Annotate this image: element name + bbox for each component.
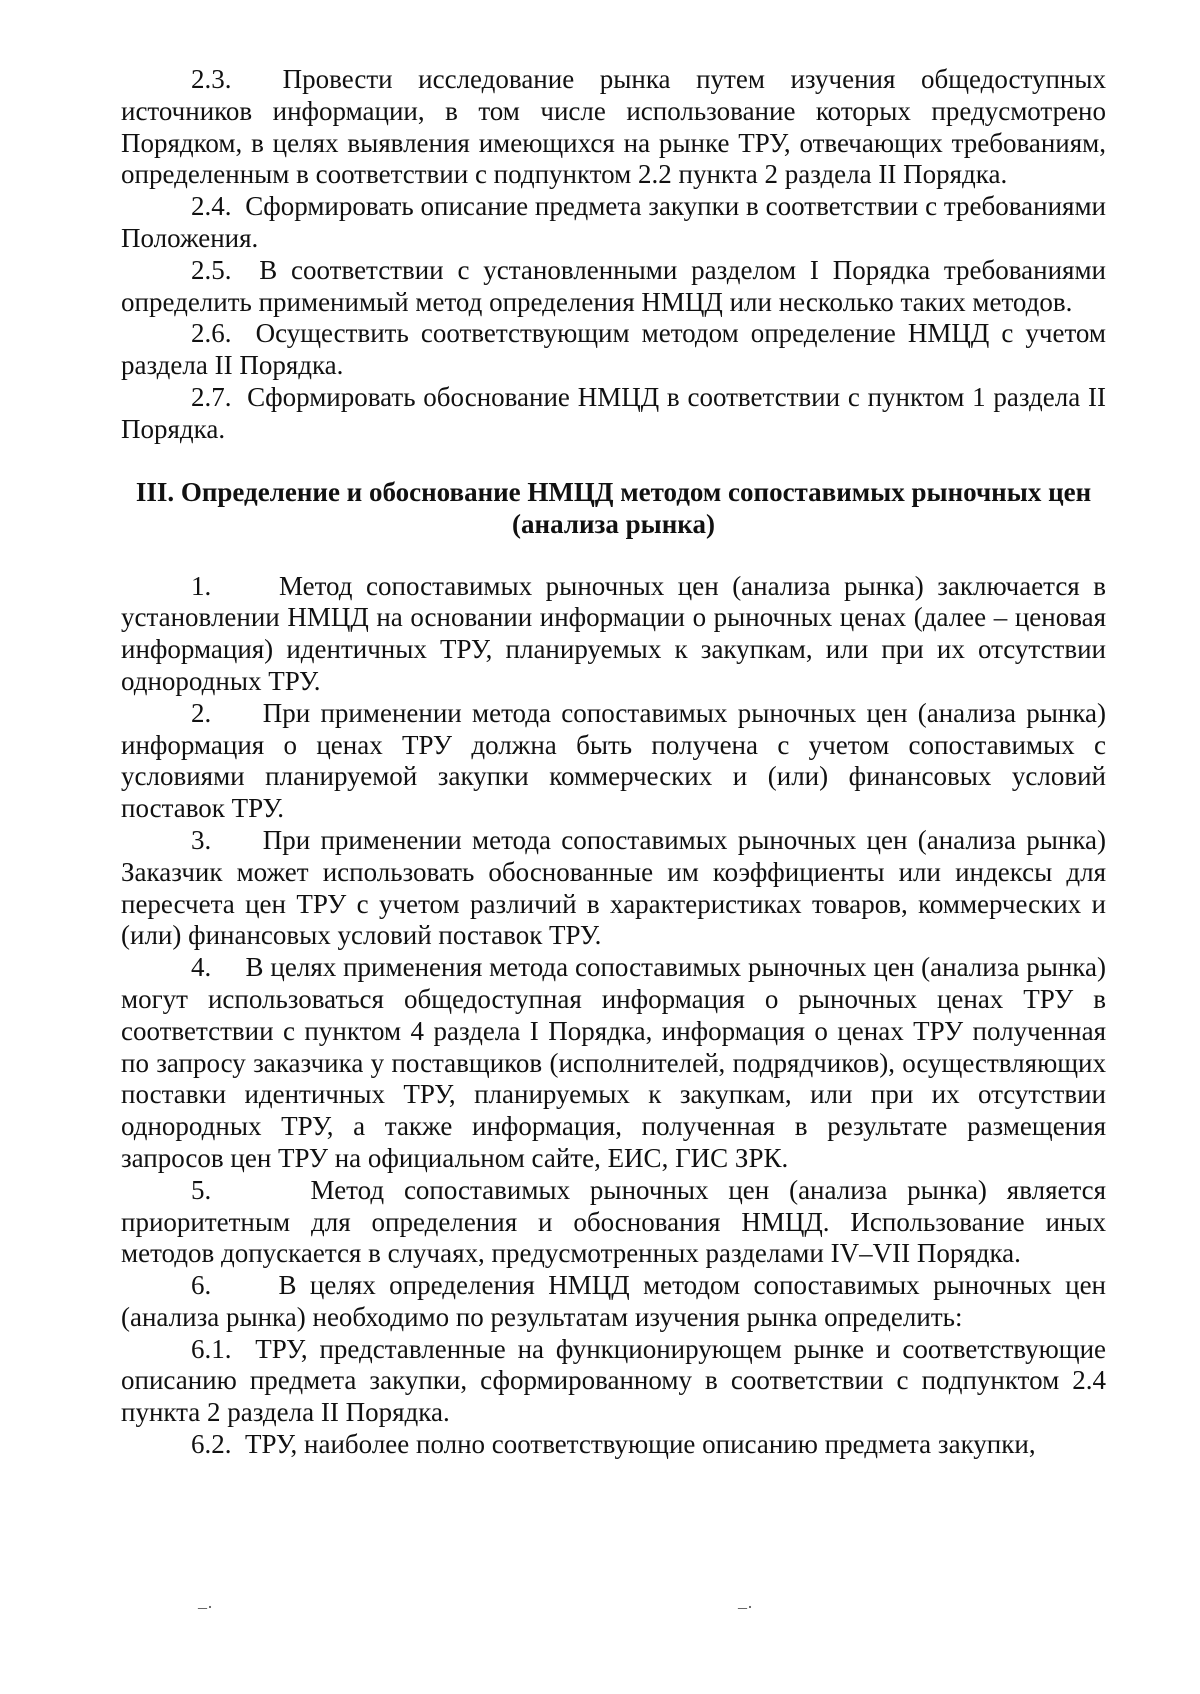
section-heading: III. Определение и обоснование НМЦД методом сопоставимых рыночных цен (анализа рынка): [135, 476, 1092, 539]
paragraph-number: 6.1.: [191, 1333, 232, 1364]
paragraph-number: 1.: [191, 570, 212, 601]
paragraph-6: [121, 1270, 1106, 1334]
paragraph-text: Осуществить соответствующим методом определение НМЦД с учетом раздела II Порядка.: [121, 318, 1106, 381]
paragraph-1: [121, 571, 1106, 698]
paragraph-number: 2.6.: [191, 318, 232, 349]
paragraph-number: 5.: [191, 1174, 212, 1205]
paragraph-text: Сформировать обоснование НМЦД в соответствии с пунктом 1 раздела II Порядка.: [121, 381, 1106, 444]
paragraph-text: Провести исследование рынка путем изучения общедоступных источников информации, в том числе использование которых предусмотрено Порядком, в целях выявления имеющихся на рынке ТРУ, отвечающих требованиям, определенным в соответствии с подпунктом 2.2 пункта 2 раздела II Порядка.: [121, 64, 1106, 190]
paragraph-2: [121, 698, 1106, 825]
paragraph-6-1: [121, 1334, 1106, 1429]
paragraph-2-4: [121, 191, 1106, 255]
paragraph-number: 6.: [191, 1270, 212, 1301]
paragraph-2-3: [121, 64, 1106, 191]
paragraph-text: ТРУ, наиболее полно соответствующие описанию предмета закупки,: [245, 1429, 1036, 1460]
paragraph-number: 4.: [191, 952, 212, 983]
paragraph-text: При применении метода сопоставимых рыночных цен (анализа рынка) информация о ценах ТРУ должна быть получена с учетом сопоставимых с условиями планируемой закупки коммерческих и (или) финансовых условий поставок ТРУ.: [121, 697, 1107, 824]
paragraph-number: 2.3.: [191, 64, 232, 94]
paragraph-text: При применении метода сопоставимых рыночных цен (анализа рынка) Заказчик может использовать обоснованные им коэффициенты или индексы для пересчета цен ТРУ с учетом различий в характеристиках товаров, коммерческих и (или) финансовых условий поставок ТРУ.: [121, 824, 1107, 951]
paragraph-3: [121, 825, 1106, 952]
paragraph-2-5: [121, 255, 1106, 319]
paragraph-number: 3.: [191, 824, 212, 855]
paragraph-text: Сформировать описание предмета закупки в соответствии с требованиями Положения.: [121, 191, 1106, 253]
paragraph-2-6: [121, 318, 1106, 382]
paragraph-6-2: [121, 1429, 1106, 1461]
paragraph-text: В целях применения метода сопоставимых рыночных цен (анализа рынка) могут использоваться общедоступная информация о рыночных ценах ТРУ в соответствии с пунктом 4 раздела I Порядка, информация о ценах ТРУ полученная по запросу заказчика у поставщиков (исполнителей, подрядчиков), осуществляющих поставки идентичных ТРУ, планируемых к закупкам, или при их отсутствии однородных ТРУ, а также информация, полученная в результате размещения запросов цен ТРУ на официальном сайте, ЕИС, ГИС ЗРК.: [121, 952, 1106, 1173]
paragraph-text: В целях определения НМЦД методом сопоставимых рыночных цен (анализа рынка) необходимо по результатам изучения рынка определить:: [121, 1270, 1107, 1332]
scan-artifact-mark: –·: [738, 1597, 753, 1617]
paragraph-4: [121, 952, 1106, 1175]
paragraph-number: 2.4.: [191, 191, 232, 222]
paragraph-number: 2.7.: [191, 381, 232, 412]
paragraph-number: 2.5.: [191, 254, 232, 285]
paragraph-5: [121, 1175, 1106, 1270]
scan-artifact-mark: –·: [198, 1597, 213, 1617]
document-body: [121, 64, 1106, 1461]
paragraph-2-7: [121, 382, 1106, 446]
paragraph-text: Метод сопоставимых рыночных цен (анализа рынка) является приоритетным для определения и обоснования НМЦД. Использование иных методов допускается в случаях, предусмотренных разделами IV–VII Порядка.: [121, 1174, 1107, 1269]
paragraph-text: В соответствии с установленными разделом I Порядка требованиями определить применимый метод определения НМЦД или несколько таких методов.: [121, 254, 1107, 317]
paragraph-number: 6.2.: [191, 1429, 232, 1460]
paragraph-text: ТРУ, представленные на функционирующем рынке и соответствующие описанию предмета закупки, сформированному в соответствии с подпунктом 2.4 пункта 2 раздела II Порядка.: [121, 1333, 1107, 1428]
paragraph-text: Метод сопоставимых рыночных цен (анализа рынка) заключается в установлении НМЦД на основании информации о рыночных ценах (далее – ценовая информация) идентичных ТРУ, планируемых к закупкам, или при их отсутствии однородных ТРУ.: [121, 570, 1107, 696]
paragraph-number: 2.: [191, 697, 212, 728]
